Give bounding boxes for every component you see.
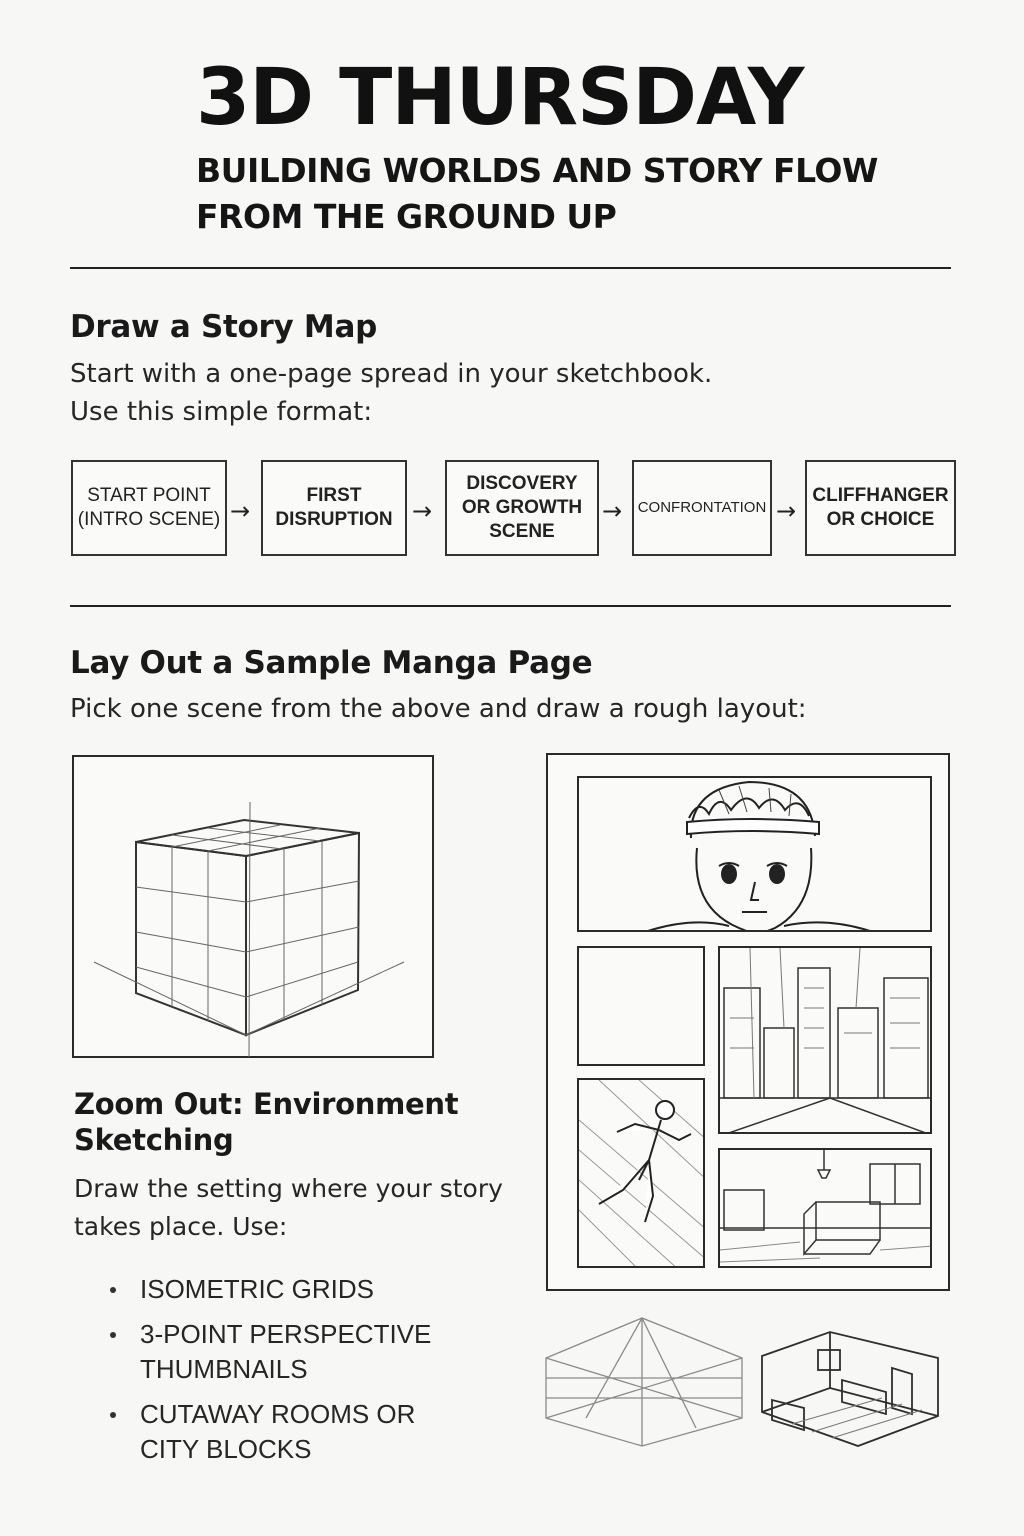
manga-panel-empty: [577, 946, 705, 1066]
flow-step-discovery: DISCOVERY OR GROWTH SCENE: [445, 460, 599, 556]
flow-step-cliffhanger: CLIFFHANGER OR CHOICE: [805, 460, 956, 556]
page-title: 3D THURSDAY: [196, 53, 804, 143]
story-map-heading: Draw a Story Map: [70, 309, 377, 345]
page-subtitle: BUILDING WORLDS AND STORY FLOW FROM THE GROUND UP: [196, 151, 878, 236]
manga-panel-running: [577, 1078, 705, 1268]
flow-step-disruption: FIRST DISRUPTION: [261, 460, 407, 556]
manga-panel-city: [718, 946, 932, 1134]
arrow-right-icon: →: [230, 497, 251, 525]
isometric-cube-icon: [74, 757, 436, 1060]
city-street-icon: [720, 948, 932, 1134]
list-item: 3-POINT PERSPECTIVE THUMBNAILS: [108, 1317, 468, 1387]
cutaway-room-icon: [762, 1328, 938, 1448]
cube-sketch-frame: [72, 755, 434, 1058]
character-face-icon: [579, 778, 932, 932]
manga-panel-room: [718, 1148, 932, 1268]
technique-list: [108, 1272, 468, 1477]
flow-step-confrontation: CONFRONTATION: [632, 460, 772, 556]
running-figure-icon: [579, 1080, 705, 1268]
environment-heading: Zoom Out: Environment Sketching: [74, 1087, 459, 1157]
flow-step-start: START POINT (INTRO SCENE): [71, 460, 227, 556]
section-divider: [70, 267, 951, 269]
perspective-sketch-icon: [546, 1318, 742, 1448]
story-map-intro-line2: Use this simple format:: [70, 397, 373, 427]
list-item: CUTAWAY ROOMS OR CITY BLOCKS: [108, 1397, 468, 1467]
story-map-intro-line1: Start with a one-page spread in your sketchbook.: [70, 359, 713, 389]
bedroom-icon: [720, 1150, 932, 1268]
manga-intro: Pick one scene from the above and draw a rough layout:: [70, 694, 807, 724]
arrow-right-icon: →: [602, 497, 623, 525]
environment-text-line2: takes place. Use:: [74, 1212, 288, 1241]
section-divider: [70, 605, 951, 607]
arrow-right-icon: →: [776, 497, 797, 525]
arrow-right-icon: →: [412, 497, 433, 525]
list-item: ISOMETRIC GRIDS: [108, 1272, 468, 1307]
manga-panel-portrait: [577, 776, 932, 932]
manga-heading: Lay Out a Sample Manga Page: [70, 645, 593, 681]
environment-text-line1: Draw the setting where your story: [74, 1174, 503, 1203]
